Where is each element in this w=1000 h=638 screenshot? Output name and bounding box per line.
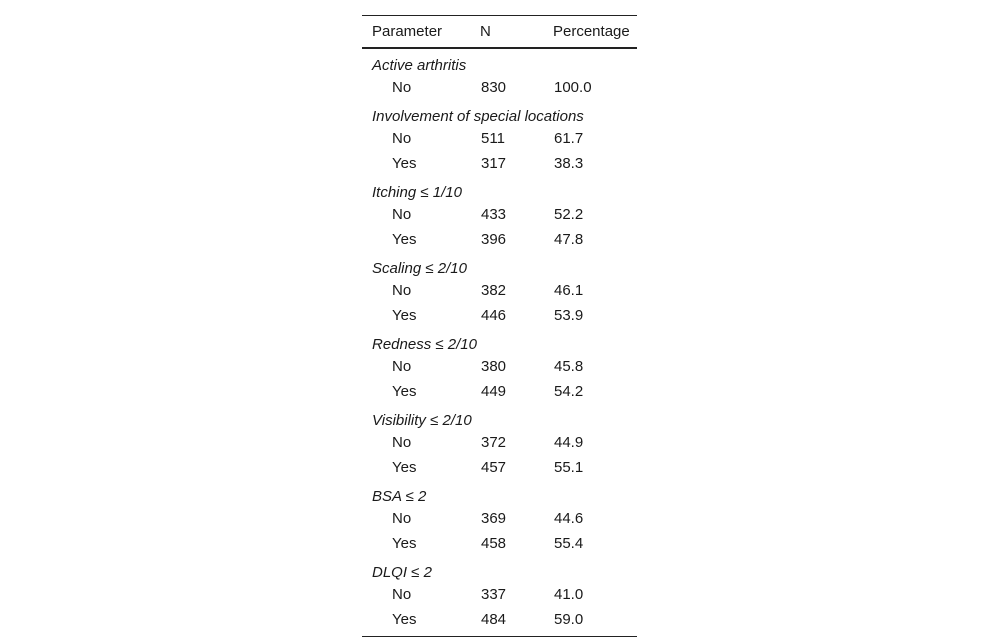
group-row [362,328,637,354]
table-row [362,303,637,328]
group-label: Itching ≤ 1/10 [372,184,462,201]
row-percentage: 47.8 [554,231,584,248]
table-row [362,430,637,455]
group-row [362,252,637,278]
row-n: 380 [481,358,507,375]
table-row [362,379,637,404]
row-percentage: 41.0 [554,586,584,603]
table-row [362,354,637,379]
row-percentage: 46.1 [554,282,584,299]
row-n: 396 [481,231,507,248]
row-label: Yes [392,155,417,172]
row-label: Yes [392,383,417,400]
row-percentage: 45.8 [554,358,584,375]
group-label: Involvement of special locations [372,108,584,125]
row-n: 457 [481,459,507,476]
row-label: Yes [392,611,417,628]
row-percentage: 38.3 [554,155,584,172]
table-row [362,202,637,227]
row-n: 337 [481,586,507,603]
table-row [362,531,637,556]
table-row [362,582,637,607]
row-percentage: 53.9 [554,307,584,324]
table-row [362,278,637,303]
row-label: No [392,282,412,299]
group-label: BSA ≤ 2 [372,488,427,505]
row-percentage: 61.7 [554,130,584,147]
row-label: No [392,79,412,96]
group-label: Scaling ≤ 2/10 [372,260,467,277]
data-table-container [362,15,637,637]
header-n: N [480,23,491,40]
row-n: 372 [481,434,507,451]
header-percentage: Percentage [553,23,630,40]
header-row [362,16,637,49]
group-row [362,176,637,202]
row-n: 458 [481,535,507,552]
row-label: Yes [392,459,417,476]
row-percentage: 100.0 [554,79,592,96]
group-row [362,556,637,582]
row-n: 317 [481,155,507,172]
group-row [362,480,637,506]
group-row [362,404,637,430]
group-label: Visibility ≤ 2/10 [372,412,472,429]
row-n: 830 [481,79,507,96]
row-n: 446 [481,307,507,324]
row-n: 382 [481,282,507,299]
header-parameter: Parameter [372,23,443,40]
table-body [362,48,637,637]
row-n: 369 [481,510,507,527]
row-label: No [392,130,412,147]
row-percentage: 59.0 [554,611,584,628]
row-percentage: 54.2 [554,383,584,400]
table-row [362,607,637,637]
row-label: Yes [392,307,417,324]
table-row [362,506,637,531]
row-label: Yes [392,535,417,552]
table-row [362,151,637,176]
table-row [362,227,637,252]
row-label: No [392,510,412,527]
row-percentage: 44.6 [554,510,584,527]
row-percentage: 55.4 [554,535,584,552]
results-table [362,15,637,637]
group-label: DLQI ≤ 2 [372,564,432,581]
row-percentage: 52.2 [554,206,584,223]
group-label: Active arthritis [372,57,467,74]
row-n: 433 [481,206,507,223]
row-label: No [392,586,412,603]
group-row [362,48,637,75]
table-row [362,126,637,151]
row-n: 511 [481,130,505,147]
row-percentage: 55.1 [554,459,584,476]
group-row [362,100,637,126]
table-row [362,75,637,100]
row-label: No [392,434,412,451]
bottom-rule [362,637,637,638]
row-label: No [392,206,412,223]
row-label: No [392,358,412,375]
table-row [362,455,637,480]
row-n: 484 [481,611,507,628]
row-label: Yes [392,231,417,248]
row-percentage: 44.9 [554,434,584,451]
row-n: 449 [481,383,507,400]
group-label: Redness ≤ 2/10 [372,336,477,353]
